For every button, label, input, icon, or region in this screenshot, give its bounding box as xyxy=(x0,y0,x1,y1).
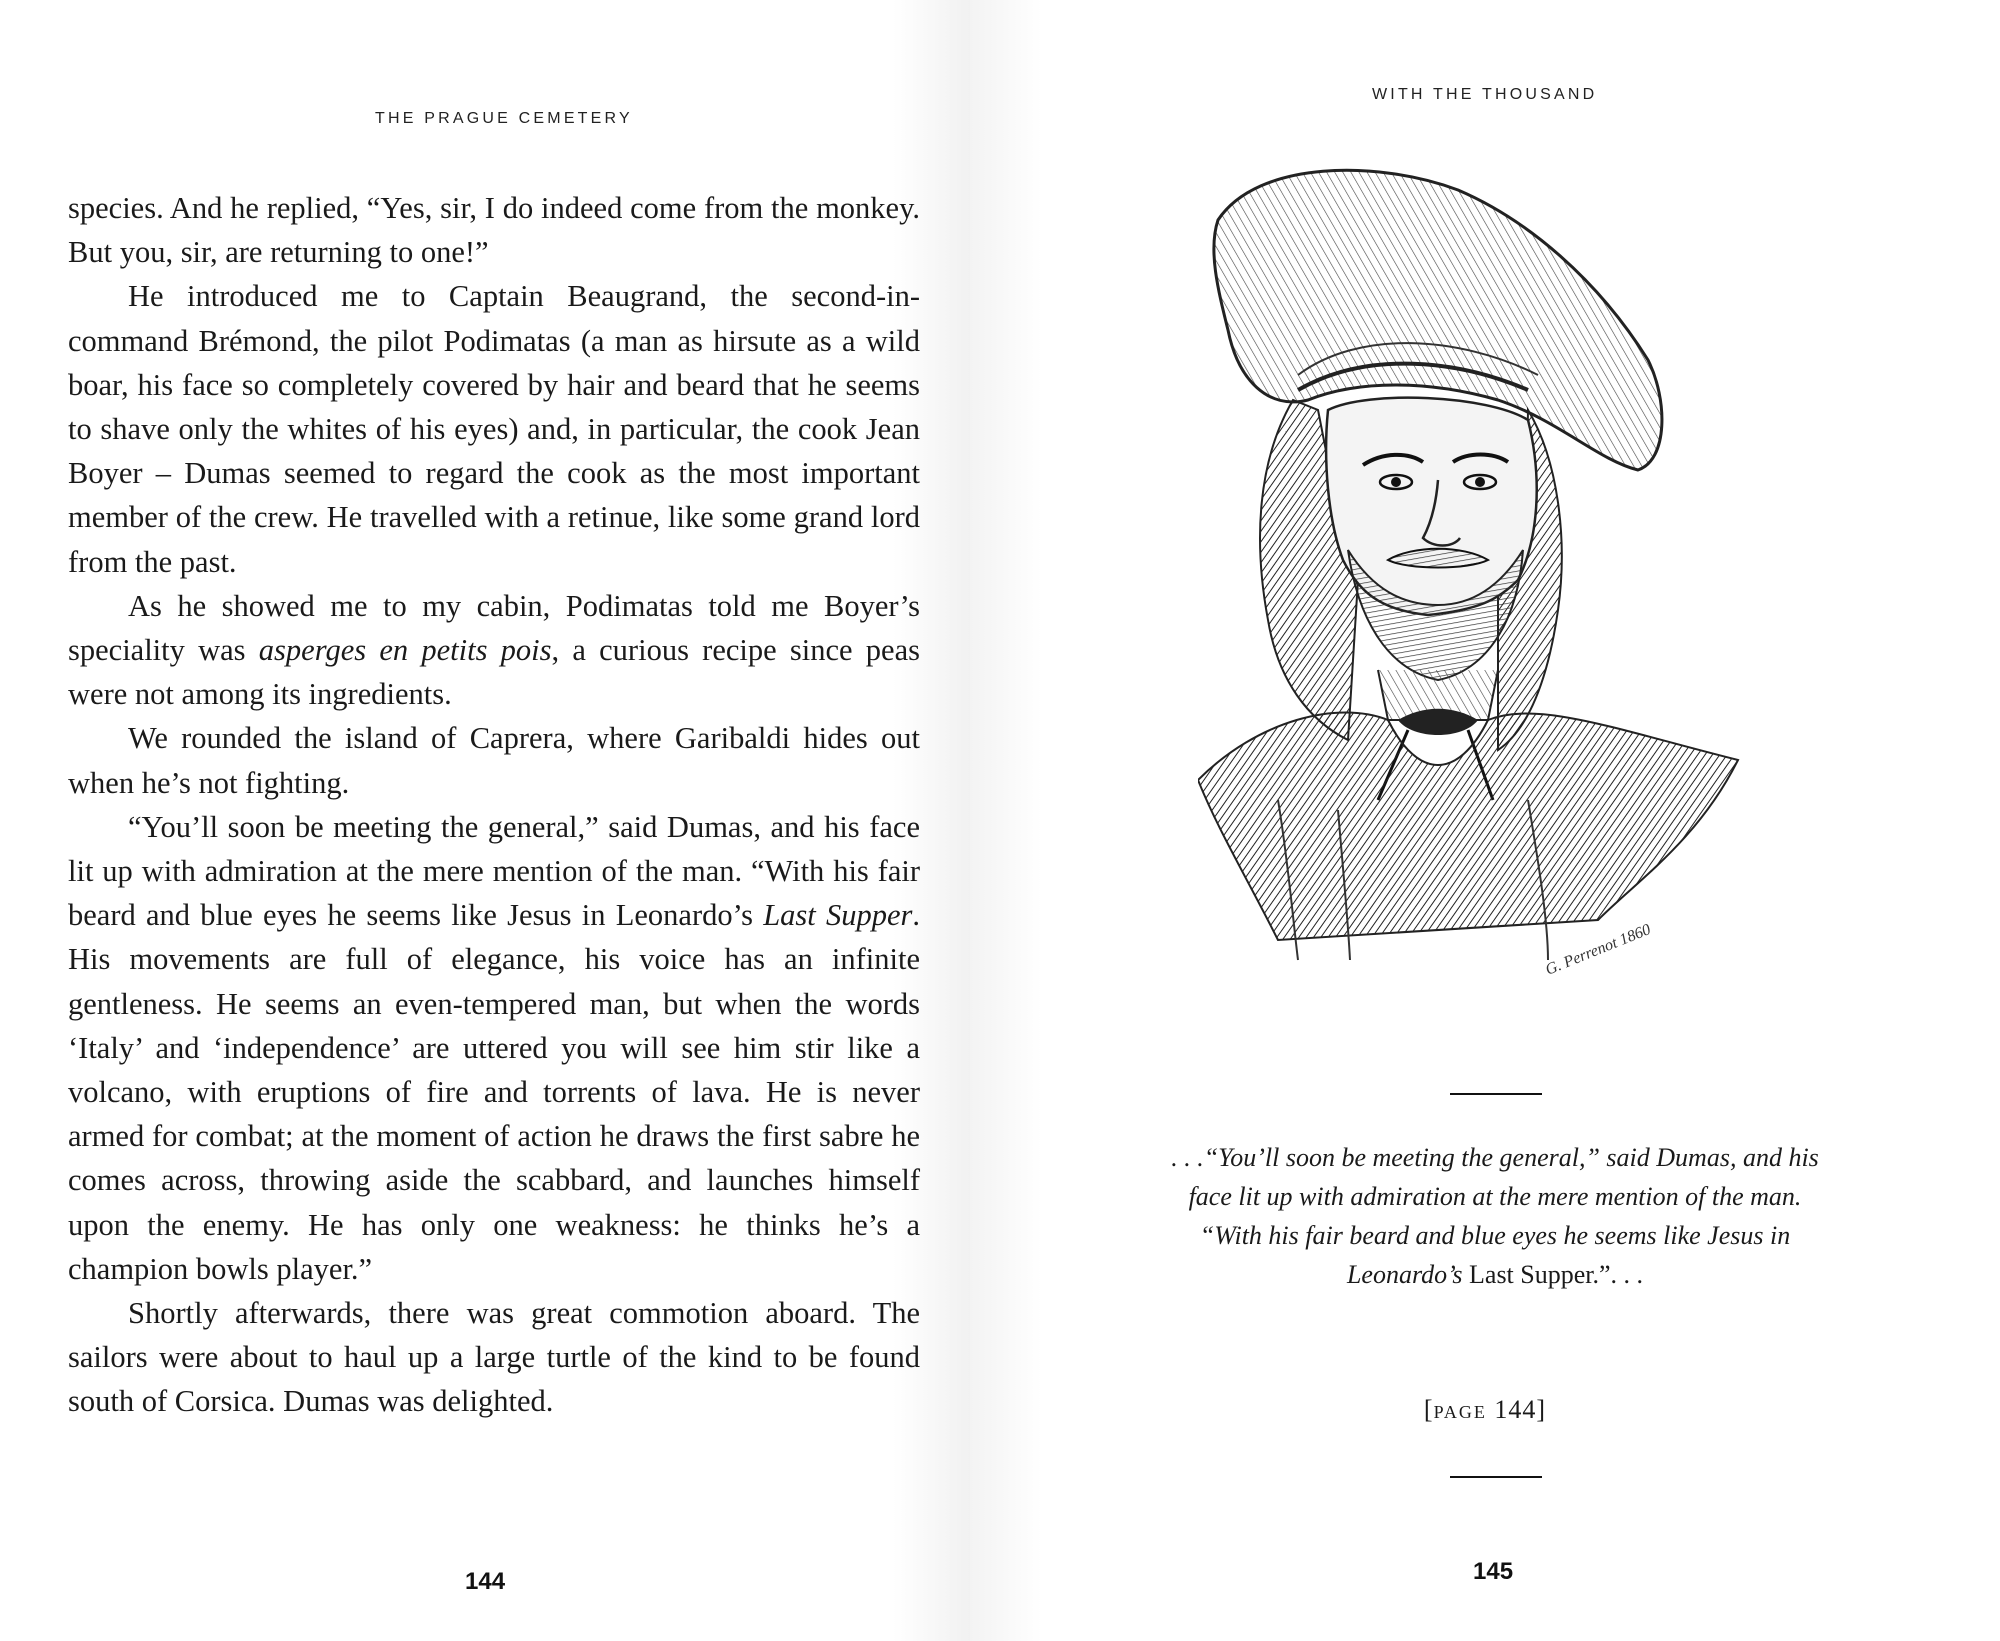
italic-phrase: asperges en petits pois xyxy=(258,633,552,668)
paragraph-text: , a curious recipe since peas were not among its ingredients. xyxy=(68,633,920,712)
italic-phrase: Last Supper xyxy=(763,898,913,933)
caption-title: Last Supper xyxy=(1469,1260,1593,1289)
paragraph-text: Shortly afterwards, there was great commotion aboard. The sailors were about to haul up a large turtle of the kind to be found south of Corsica. Dumas was delighted. xyxy=(68,1296,920,1419)
garibaldi-portrait-illustration xyxy=(1198,160,1758,1010)
paragraph-text: He introduced me to Captain Beaugrand, the second-in-command Brémond, the pilot Podimatas (a man as hirsute as a wild boar, his face so completely covered by hair and beard that he seems to shave only the whites of his eyes) and, in particular, the cook Jean Boyer – Dumas seemed to regard the cook as the most important member of the crew. He travelled with a retinue, like some grand lord from the past. xyxy=(68,279,920,579)
divider-bottom xyxy=(1450,1476,1542,1478)
running-head-left: THE PRAGUE CEMETERY xyxy=(375,110,633,127)
artist-signature: G. Perrenot 1860 xyxy=(1543,921,1654,979)
body-paragraph xyxy=(68,1291,920,1424)
page-ref-close: ] xyxy=(1536,1395,1547,1424)
paragraph-text: “You’ll soon be meeting the general,” said Dumas, and his face lit up with admiration at the mere mention of the man. “With his fair beard and blue eyes he seems like Jesus in Leonardo’s xyxy=(68,809,920,933)
body-paragraph xyxy=(68,805,920,1291)
paragraph-text: species. And he replied, “Yes, sir, I do indeed come from the monkey. But you, sir, are returning to one!” xyxy=(68,191,920,270)
left-page xyxy=(0,0,970,1641)
body-text xyxy=(68,186,920,1424)
page-ref-open: [ xyxy=(1423,1395,1434,1424)
page-number-left: 144 xyxy=(465,1568,506,1595)
illustration-caption xyxy=(1170,1138,1820,1294)
page-ref-number: 144 xyxy=(1494,1395,1537,1424)
body-paragraph xyxy=(68,716,920,804)
paragraph-text: As he showed me to my cabin, Podimatas told me Boyer’s speciality was xyxy=(68,588,920,668)
body-paragraph xyxy=(68,274,920,583)
right-page xyxy=(970,0,2000,1641)
body-paragraph xyxy=(68,186,920,274)
page-ref-label: PAGE xyxy=(1433,1402,1487,1422)
body-paragraph xyxy=(68,584,920,717)
page-reference xyxy=(970,1395,2000,1425)
caption-part-1: . . .“You’ll soon be meeting the general,” said Dumas, and his face lit up with admiration at the mere mention of the man. “With his fair beard and blue eyes he seems like Jesus in Leonardo’s xyxy=(1171,1143,1819,1289)
caption-part-3: .”. . . xyxy=(1592,1260,1644,1289)
paragraph-text: . His movements are full of elegance, his voice has an infinite gentleness. He seems an even-tempered man, but when the words ‘Italy’ and ‘independence’ are uttered you will see him stir like a volcano, with eruptions of fire and torrents of lava. He is never armed for combat; at the moment of action he draws the first sabre he comes across, throwing aside the scabbard, and launches himself upon the enemy. He has only one weakness: he thinks he’s a champion bowls player.” xyxy=(68,898,921,1286)
running-head-right: WITH THE THOUSAND xyxy=(1372,86,1598,103)
paragraph-text: We rounded the island of Caprera, where Garibaldi hides out when he’s not fighting. xyxy=(68,721,920,800)
divider-top xyxy=(1450,1093,1542,1095)
page-number-right: 145 xyxy=(1473,1558,1514,1585)
